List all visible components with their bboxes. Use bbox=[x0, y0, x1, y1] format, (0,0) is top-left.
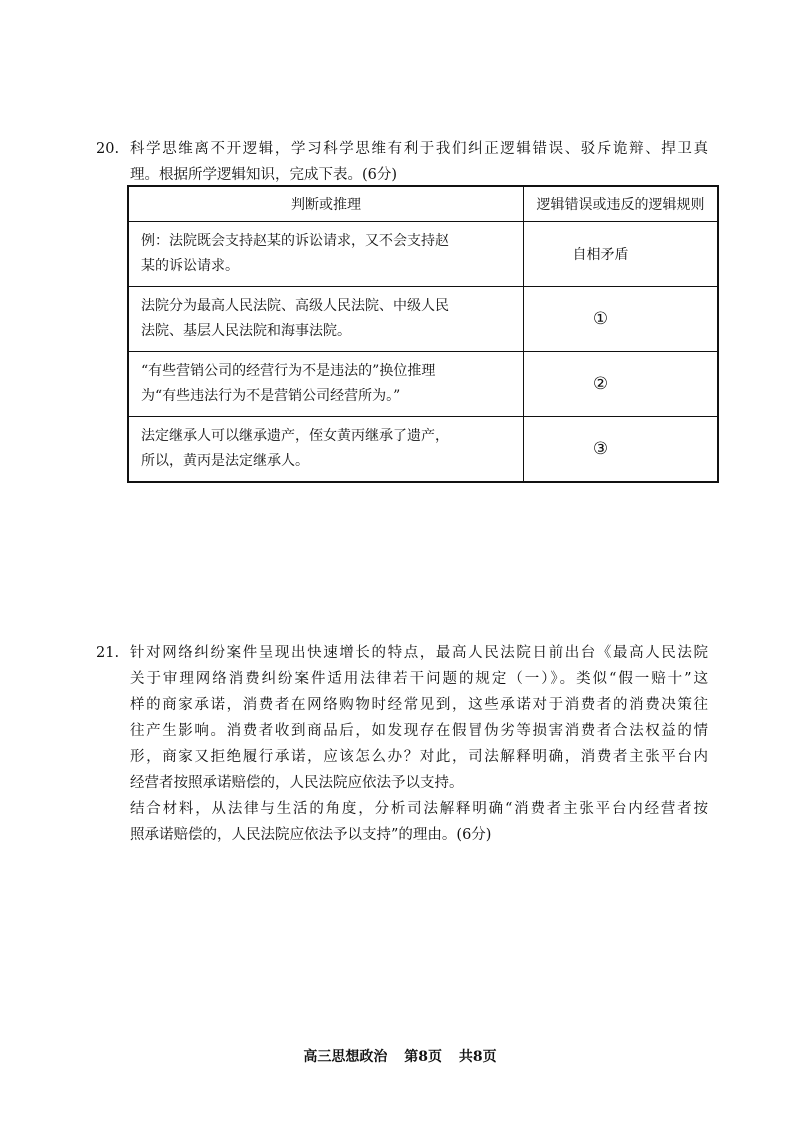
blank-marker-2: ② bbox=[592, 374, 609, 394]
judgment-line: 法院、基层人民法院和海事法院。 bbox=[141, 323, 351, 339]
logic-table-header-row bbox=[128, 186, 718, 222]
question-20-stem-line-1: 科学思维离不开逻辑，学习科学思维有利于我们纠正逻辑错误、驳斥诡辩、捍卫真 bbox=[130, 141, 708, 157]
header-judgment: 判断或推理 bbox=[128, 186, 524, 222]
question-21-material-line-5: 形，商家又拒绝履行承诺，应该怎么办？对此，司法解释明确，消费者主张平台内 bbox=[130, 749, 708, 765]
table-row bbox=[128, 417, 718, 483]
question-20 bbox=[96, 136, 708, 188]
table-row bbox=[128, 352, 718, 417]
judgment-cell bbox=[128, 287, 524, 352]
judgment-line: 例：法院既会支持赵某的诉讼请求，又不会支持赵 bbox=[141, 233, 449, 249]
question-20-stem-line-2: 理。根据所学逻辑知识，完成下表。(6分) bbox=[130, 167, 398, 183]
judgment-cell bbox=[128, 222, 524, 287]
page-footer bbox=[0, 1046, 800, 1066]
question-20-number: 20. bbox=[96, 141, 120, 157]
footer-total-pages: 共8页 bbox=[458, 1049, 497, 1065]
rule-cell bbox=[524, 417, 719, 483]
judgment-line: 所以，黄丙是法定继承人。 bbox=[141, 453, 309, 469]
rule-cell bbox=[524, 287, 719, 352]
question-21-task-line-1: 结合材料，从法律与生活的角度，分析司法解释明确“消费者主张平台内经营者按 bbox=[130, 801, 708, 817]
question-21-material-line-1: 针对网络纠纷案件呈现出快速增长的特点，最高人民法院日前出台《最高人民法院 bbox=[130, 645, 708, 661]
question-21-material-line-4: 往产生影响。消费者收到商品后，如发现存在假冒伪劣等损害消费者合法权益的情 bbox=[130, 723, 708, 739]
logic-table bbox=[127, 185, 719, 483]
footer-subject: 高三思想政治 bbox=[303, 1049, 388, 1065]
blank-marker-3: ③ bbox=[592, 439, 609, 459]
rule-answer: 自相矛盾 bbox=[572, 247, 629, 263]
footer-page-number: 第8页 bbox=[404, 1049, 442, 1065]
judgment-cell bbox=[128, 417, 524, 483]
question-21-material-line-2: 关于审理网络消费纠纷案件适用法律若干问题的规定（一）》。类似“假一赔十”这 bbox=[130, 671, 708, 687]
table-row bbox=[128, 287, 718, 352]
judgment-line: 法院分为最高人民法院、高级人民法院、中级人民 bbox=[141, 298, 449, 314]
question-21-material-line-3: 样的商家承诺，消费者在网络购物时经常见到，这些承诺对于消费者的消费决策往 bbox=[130, 697, 708, 713]
judgment-line: 为“有些违法行为不是营销公司经营所为。” bbox=[141, 388, 401, 404]
blank-marker-1: ① bbox=[592, 309, 609, 329]
question-21-task-line-2: 照承诺赔偿的，人民法院应依法予以支持”的理由。(6分) bbox=[130, 827, 492, 843]
judgment-line: 法定继承人可以继承遗产，侄女黄丙继承了遗产， bbox=[141, 428, 449, 444]
question-21 bbox=[96, 640, 708, 848]
header-logic-rule: 逻辑错误或违反的逻辑规则 bbox=[524, 186, 719, 222]
judgment-line: 某的诉讼请求。 bbox=[141, 258, 239, 274]
rule-cell bbox=[524, 352, 719, 417]
table-row bbox=[128, 222, 718, 287]
judgment-cell bbox=[128, 352, 524, 417]
rule-cell bbox=[524, 222, 719, 287]
question-21-material-line-6: 经营者按照承诺赔偿的，人民法院应依法予以支持。 bbox=[130, 775, 464, 791]
question-21-number: 21. bbox=[96, 645, 120, 661]
judgment-line: “有些营销公司的经营行为不是违法的”换位推理 bbox=[141, 363, 436, 379]
